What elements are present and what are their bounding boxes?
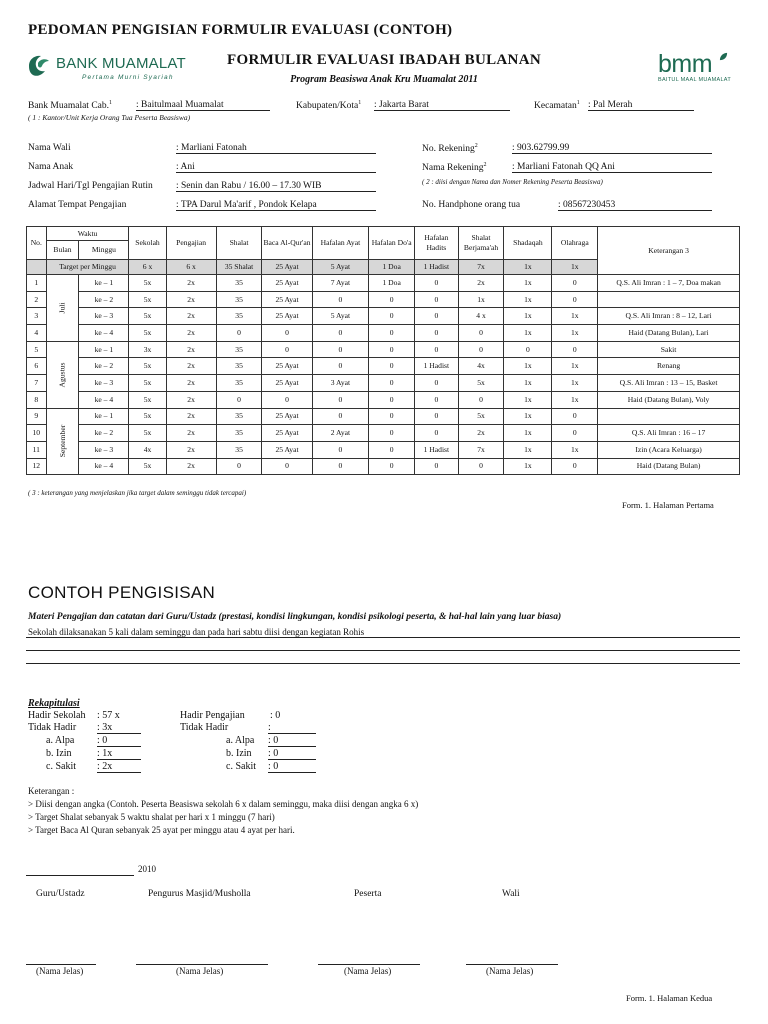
value-cell: 1x	[504, 441, 552, 458]
header-target: Target per Minggu	[46, 260, 129, 275]
header-hafalan-doa: Hafalan Do'a	[369, 227, 415, 260]
materi-title: Materi Pengajian dan catatan dari Guru/Ustadz (prestasi, kondisi lingkungan, kondisi psikologi peserta, & hal-hal lain yang luar biasa)	[28, 612, 562, 622]
value-cell: 0	[415, 291, 459, 308]
page1-footer: Form. 1. Halaman Pertama	[622, 500, 714, 510]
evaluation-table	[26, 226, 740, 475]
value-cell: 0	[369, 408, 415, 425]
value-cell: 2x	[166, 441, 216, 458]
tidak-hadir-pengajian-value: :	[268, 722, 316, 734]
value-cell: 0	[458, 325, 504, 342]
value-cell: 0	[369, 458, 415, 475]
table-row	[27, 325, 740, 342]
signature-name-peserta: (Nama Jelas)	[344, 966, 392, 976]
value-cell: 2 Ayat	[312, 425, 369, 442]
week-cell: ke – 4	[79, 458, 129, 475]
izin-pengajian-value: : 0	[268, 748, 316, 760]
week-cell: ke – 3	[79, 308, 129, 325]
month-label: Juli	[57, 302, 67, 314]
value-cell: 2x	[166, 291, 216, 308]
bmm-tagline: BAITUL MAAL MUAMALAT	[658, 77, 732, 83]
target-cell: 6 x	[166, 260, 216, 275]
value-cell: 5x	[129, 391, 166, 408]
kabupaten-label: Kabupaten/Kota$^1$	[296, 100, 362, 112]
value-cell: 0	[552, 408, 598, 425]
wali-value: : Marliani Fatonah	[176, 143, 376, 154]
branch-note: ( 1 : Kantor/Unit Kerja Orang Tua Peserta Beasiswa)	[28, 113, 191, 122]
value-cell: 5x	[129, 325, 166, 342]
keterangan-cell: Haid (Datang Bulan)	[598, 458, 740, 475]
signature-line	[466, 964, 558, 965]
value-cell: 2x	[166, 341, 216, 358]
value-cell: 0	[312, 358, 369, 375]
izin-value: : 1x	[97, 748, 141, 760]
sakit-value: : 2x	[97, 761, 141, 773]
value-cell: 2x	[166, 425, 216, 442]
signature-role-pengurus: Pengurus Masjid/Musholla	[148, 889, 251, 899]
value-cell: 1x	[552, 375, 598, 392]
value-cell: 0	[369, 358, 415, 375]
month-label: Agustus	[57, 362, 67, 388]
value-cell: 25 Ayat	[262, 291, 312, 308]
anak-label: Nama Anak	[28, 162, 74, 172]
value-cell: 1x	[552, 308, 598, 325]
value-cell: 0	[504, 341, 552, 358]
table-row	[27, 275, 740, 292]
target-cell: 7x	[458, 260, 504, 275]
signature-role-wali: Wali	[502, 889, 520, 899]
row-number: 7	[27, 375, 47, 392]
signature-role-peserta: Peserta	[354, 889, 382, 899]
value-cell: 35	[216, 441, 262, 458]
signature-year: 2010	[138, 864, 156, 874]
header-no: No.	[27, 227, 47, 260]
week-cell: ke – 1	[79, 275, 129, 292]
value-cell: 2x	[166, 325, 216, 342]
value-cell: 0	[458, 341, 504, 358]
izin-label: b. Izin	[46, 748, 72, 759]
table-row	[27, 375, 740, 392]
materi-line	[26, 637, 740, 638]
nama-rekening-value: : Marliani Fatonah QQ Ani	[512, 162, 712, 173]
value-cell: 2x	[166, 408, 216, 425]
target-cell: 35 Shalat	[216, 260, 262, 275]
value-cell: 4x	[458, 358, 504, 375]
value-cell: 0	[369, 441, 415, 458]
jadwal-value: : Senin dan Rabu / 16.00 – 17.30 WIB	[176, 181, 376, 192]
hadir-pengajian-label: Hadir Pengajian	[180, 710, 245, 721]
header-olahraga: Olahraga	[552, 227, 598, 260]
bmm-logo	[654, 50, 734, 84]
week-cell: ke – 2	[79, 425, 129, 442]
document-heading: PEDOMAN PENGISIAN FORMULIR EVALUASI (CONTOH)	[28, 22, 453, 38]
header-minggu: Minggu	[79, 241, 129, 260]
handphone-value: : 08567230453	[558, 200, 712, 211]
value-cell: 2x	[458, 275, 504, 292]
keterangan-item: > Diisi dengan angka (Contoh. Peserta Beasiswa sekolah 6 x dalam seminggu, maka diisi dengan angka 6 x)	[28, 799, 419, 809]
keterangan-cell	[598, 408, 740, 425]
value-cell: 1x	[552, 325, 598, 342]
value-cell: 35	[216, 308, 262, 325]
value-cell: 35	[216, 341, 262, 358]
value-cell: 1x	[504, 391, 552, 408]
month-label: September	[57, 425, 67, 458]
value-cell: 0	[415, 375, 459, 392]
value-cell: 0	[262, 341, 312, 358]
table-row	[27, 441, 740, 458]
table-row	[27, 391, 740, 408]
row-number: 9	[27, 408, 47, 425]
target-cell: 1x	[552, 260, 598, 275]
value-cell: 0	[552, 458, 598, 475]
value-cell: 5x	[129, 358, 166, 375]
materi-text: Sekolah dilaksanakan 5 kali dalam seminggu dan pada hari sabtu diisi dengan kegiatan Rohis	[28, 627, 365, 637]
value-cell: 0	[415, 308, 459, 325]
header-bulan: Bulan	[46, 241, 79, 260]
value-cell: 2x	[166, 358, 216, 375]
value-cell: 0	[312, 441, 369, 458]
hadir-sekolah-value: : 57 x	[97, 710, 120, 721]
week-cell: ke – 2	[79, 291, 129, 308]
keterangan-cell: Q.S. Ali Imran : 8 – 12, Lari	[598, 308, 740, 325]
value-cell: 1x	[504, 458, 552, 475]
target-cell: 6 x	[129, 260, 166, 275]
page2-footer: Form. 1. Halaman Kedua	[626, 993, 713, 1003]
value-cell: 25 Ayat	[262, 358, 312, 375]
value-cell: 0	[415, 391, 459, 408]
header-shalat-berjamaah: Shalat Berjama'ah	[458, 227, 504, 260]
target-cell: 5 Ayat	[312, 260, 369, 275]
row-number: 12	[27, 458, 47, 475]
tidak-hadir-label: Tidak Hadir	[28, 722, 77, 733]
sakit-label: c. Sakit	[46, 761, 76, 772]
value-cell: 0	[312, 291, 369, 308]
signature-name-guru: (Nama Jelas)	[36, 966, 84, 976]
value-cell: 0	[262, 325, 312, 342]
value-cell: 2x	[458, 425, 504, 442]
form-subtitle: Program Beasiswa Anak Kru Muamalat 2011	[290, 74, 478, 85]
week-cell: ke – 1	[79, 408, 129, 425]
form-title: FORMULIR EVALUASI IBADAH BULANAN	[227, 52, 541, 68]
keterangan-cell: Izin (Acara Keluarga)	[598, 441, 740, 458]
signature-line	[26, 964, 96, 965]
alamat-label: Alamat Tempat Pengajian	[28, 200, 127, 210]
value-cell: 7 Ayat	[312, 275, 369, 292]
jadwal-label: Jadwal Hari/Tgl Pengajian Rutin	[28, 181, 153, 191]
value-cell: 25 Ayat	[262, 425, 312, 442]
value-cell: 1 Doa	[369, 275, 415, 292]
target-cell: 1x	[504, 260, 552, 275]
value-cell: 1x	[504, 425, 552, 442]
header-shalat: Shalat	[216, 227, 262, 260]
header-baca-quran: Baca Al-Qur'an	[262, 227, 312, 260]
value-cell: 0	[312, 391, 369, 408]
value-cell: 0	[369, 425, 415, 442]
table-row	[27, 358, 740, 375]
header-waktu: Waktu	[46, 227, 129, 241]
row-number: 4	[27, 325, 47, 342]
value-cell: 0	[312, 458, 369, 475]
bank-name: BANK MUAMALAT	[56, 55, 186, 72]
value-cell: 0	[552, 341, 598, 358]
value-cell: 1x	[458, 291, 504, 308]
header-keterangan: Keterangan 3	[598, 227, 740, 275]
table-row	[27, 341, 740, 358]
target-cell: 1 Doa	[369, 260, 415, 275]
target-cell: 1 Hadist	[415, 260, 459, 275]
value-cell: 5x	[458, 375, 504, 392]
alpa-pengajian-label: a. Alpa	[226, 735, 255, 746]
value-cell: 0	[415, 325, 459, 342]
row-number: 1	[27, 275, 47, 292]
rekening-label: No. Rekening$^2$	[422, 143, 478, 155]
value-cell: 35	[216, 425, 262, 442]
alamat-value: : TPA Darul Ma'arif , Pondok Kelapa	[176, 200, 376, 211]
value-cell: 0	[262, 458, 312, 475]
materi-line	[26, 650, 740, 651]
value-cell: 5x	[129, 291, 166, 308]
table-row	[27, 308, 740, 325]
value-cell: 1x	[504, 275, 552, 292]
table-note: ( 3 : keterangan yang menjelaskan jika target dalam seminggu tidak tercapai)	[28, 489, 247, 497]
keterangan-cell: Renang	[598, 358, 740, 375]
tidak-hadir-pengajian-label: Tidak Hadir	[180, 722, 229, 733]
value-cell: 2x	[166, 275, 216, 292]
keterangan-cell: Haid (Datang Bulan), Lari	[598, 325, 740, 342]
rekening-value: : 903.62799.99	[512, 143, 712, 154]
anak-value: : Ani	[176, 162, 376, 173]
value-cell: 4 x	[458, 308, 504, 325]
value-cell: 5x	[129, 425, 166, 442]
row-number: 5	[27, 341, 47, 358]
value-cell: 0	[216, 325, 262, 342]
value-cell: 1 Hadist	[415, 358, 459, 375]
bank-tagline: Pertama Murni Syariah	[82, 74, 174, 81]
signature-line	[136, 964, 268, 965]
hadir-pengajian-value: : 0	[270, 710, 281, 721]
header-sekolah: Sekolah	[129, 227, 166, 260]
month-cell	[46, 341, 79, 408]
value-cell: 5x	[129, 308, 166, 325]
value-cell: 35	[216, 375, 262, 392]
header-shadaqah: Shadaqah	[504, 227, 552, 260]
keterangan-item: > Target Shalat sebanyak 5 waktu shalat per hari x 1 minggu (7 hari)	[28, 812, 275, 822]
value-cell: 25 Ayat	[262, 408, 312, 425]
alpa-label: a. Alpa	[46, 735, 75, 746]
month-cell	[46, 275, 79, 342]
section-title: CONTOH PENGISISAN	[28, 583, 216, 602]
value-cell: 0	[415, 425, 459, 442]
value-cell: 25 Ayat	[262, 308, 312, 325]
signature-name-wali: (Nama Jelas)	[486, 966, 534, 976]
signature-line	[318, 964, 420, 965]
value-cell: 3 Ayat	[312, 375, 369, 392]
value-cell: 2x	[166, 391, 216, 408]
izin-pengajian-label: b. Izin	[226, 748, 252, 759]
value-cell: 0	[369, 375, 415, 392]
value-cell: 1x	[504, 325, 552, 342]
row-number: 10	[27, 425, 47, 442]
keterangan-title: Keterangan :	[28, 786, 75, 796]
date-line	[26, 875, 134, 876]
row-number: 6	[27, 358, 47, 375]
value-cell: 5x	[129, 458, 166, 475]
kabupaten-value: : Jakarta Barat	[374, 100, 510, 111]
table-row	[27, 408, 740, 425]
value-cell: 0	[262, 391, 312, 408]
value-cell: 0	[552, 275, 598, 292]
value-cell: 5x	[129, 375, 166, 392]
value-cell: 35	[216, 275, 262, 292]
value-cell: 0	[369, 291, 415, 308]
value-cell: 0	[552, 425, 598, 442]
hadir-sekolah-label: Hadir Sekolah	[28, 710, 86, 721]
tidak-hadir-value: : 3x	[97, 722, 141, 734]
value-cell: 0	[552, 291, 598, 308]
value-cell: 0	[312, 408, 369, 425]
value-cell: 0	[216, 391, 262, 408]
value-cell: 0	[415, 458, 459, 475]
value-cell: 5x	[129, 408, 166, 425]
value-cell: 0	[415, 275, 459, 292]
value-cell: 2x	[166, 375, 216, 392]
month-cell	[46, 408, 79, 475]
value-cell: 0	[369, 308, 415, 325]
value-cell: 25 Ayat	[262, 275, 312, 292]
signature-name-pengurus: (Nama Jelas)	[176, 966, 224, 976]
value-cell: 0	[312, 341, 369, 358]
value-cell: 0	[216, 458, 262, 475]
value-cell: 1 Hadist	[415, 441, 459, 458]
week-cell: ke – 1	[79, 341, 129, 358]
value-cell: 0	[415, 408, 459, 425]
week-cell: ke – 4	[79, 325, 129, 342]
week-cell: ke – 2	[79, 358, 129, 375]
value-cell: 35	[216, 358, 262, 375]
header-hafalan-ayat: Hafalan Ayat	[312, 227, 369, 260]
rekap-title: Rekapitulasi	[28, 698, 80, 709]
materi-line	[26, 663, 740, 664]
value-cell: 25 Ayat	[262, 375, 312, 392]
keterangan-cell: Q.S. Ali Imran : 13 – 15, Basket	[598, 375, 740, 392]
keterangan-cell: Haid (Datang Bulan), Voly	[598, 391, 740, 408]
value-cell: 5x	[129, 275, 166, 292]
kecamatan-label: Kecamatan$^1$	[534, 100, 580, 112]
row-number: 8	[27, 391, 47, 408]
bmm-logo-text: bmm	[658, 50, 713, 78]
signature-role-guru: Guru/Ustadz	[36, 889, 85, 899]
value-cell: 1x	[552, 391, 598, 408]
week-cell: ke – 3	[79, 375, 129, 392]
value-cell: 25 Ayat	[262, 441, 312, 458]
table-row	[27, 458, 740, 475]
alpa-pengajian-value: : 0	[268, 735, 316, 747]
value-cell: 7x	[458, 441, 504, 458]
value-cell: 5x	[458, 408, 504, 425]
kecamatan-value: : Pal Merah	[588, 100, 694, 111]
value-cell: 0	[369, 391, 415, 408]
value-cell: 1x	[504, 308, 552, 325]
target-cell: 25 Ayat	[262, 260, 312, 275]
keterangan-item: > Target Baca Al Quran sebanyak 25 ayat per minggu atau 4 ayat per hari.	[28, 825, 295, 835]
value-cell: 0	[312, 325, 369, 342]
value-cell: 5 Ayat	[312, 308, 369, 325]
value-cell: 35	[216, 408, 262, 425]
bank-branch-label: Bank Muamalat Cab.$^1$	[28, 100, 112, 112]
nama-rekening-label: Nama Rekening$^2$	[422, 162, 487, 174]
row-number: 11	[27, 441, 47, 458]
value-cell: 0	[458, 391, 504, 408]
leaf-icon	[719, 52, 728, 61]
sakit-pengajian-label: c. Sakit	[226, 761, 256, 772]
value-cell: 0	[415, 341, 459, 358]
header-hafalan-hadits: Hafalan Hadits	[415, 227, 459, 260]
row-number: 2	[27, 291, 47, 308]
keterangan-cell: Q.S. Ali Imran : 16 – 17	[598, 425, 740, 442]
value-cell: 0	[369, 325, 415, 342]
week-cell: ke – 3	[79, 441, 129, 458]
keterangan-cell	[598, 291, 740, 308]
bank-branch-value: : Baitulmaal Muamalat	[136, 100, 270, 111]
value-cell: 3x	[129, 341, 166, 358]
value-cell: 1x	[552, 441, 598, 458]
value-cell: 1x	[504, 358, 552, 375]
value-cell: 2x	[166, 308, 216, 325]
table-row	[27, 425, 740, 442]
wali-label: Nama Wali	[28, 143, 71, 153]
alpa-value: : 0	[97, 735, 141, 747]
value-cell: 2x	[166, 458, 216, 475]
row-number: 3	[27, 308, 47, 325]
value-cell: 35	[216, 291, 262, 308]
week-cell: ke – 4	[79, 391, 129, 408]
value-cell: 0	[369, 341, 415, 358]
handphone-label: No. Handphone orang tua	[422, 200, 521, 210]
value-cell: 4x	[129, 441, 166, 458]
value-cell: 1x	[552, 358, 598, 375]
table-row	[27, 291, 740, 308]
value-cell: 1x	[504, 291, 552, 308]
keterangan-cell: Sakit	[598, 341, 740, 358]
keterangan-cell: Q.S. Ali Imran : 1 – 7, Doa makan	[598, 275, 740, 292]
sakit-pengajian-value: : 0	[268, 761, 316, 773]
value-cell: 0	[458, 458, 504, 475]
rekening-note: ( 2 : diisi dengan Nama dan Nomer Rekening Peserta Beasiswa)	[422, 178, 603, 186]
value-cell: 1x	[504, 375, 552, 392]
value-cell: 1x	[504, 408, 552, 425]
header-pengajian: Pengajian	[166, 227, 216, 260]
